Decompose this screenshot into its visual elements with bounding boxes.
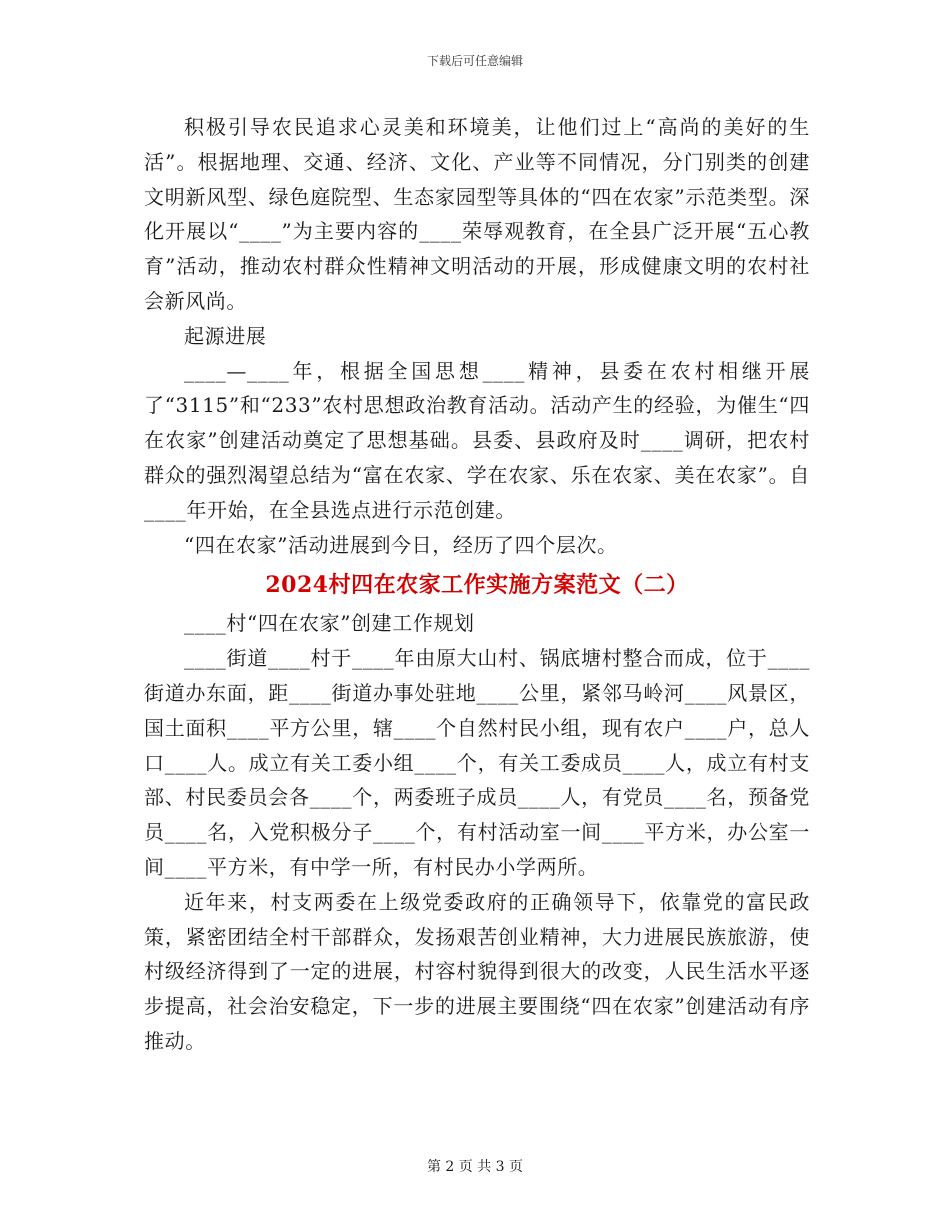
paragraph-origin: ____—____年，根据全国思想____精神，县委在农村相继开展了“3115”和“233”农村思想政治教育活动。活动产生的经验，为催生“四在农家”创建活动奠定了思想基础。县委、县政府及时____调研，把农村群众的强烈渴望总结为“富在农家、学在农家、乐在农家、美在农家”。自____年开始，在全县选点进行示范创建。 [144, 358, 810, 522]
page-footer: 第 2 页 共 3 页 [426, 1159, 524, 1175]
paragraph-recent-years: 近年来，村支两委在上级党委政府的正确领导下，依靠党的富民政策，紧密团结全村干部群众，发扬艰苦创业精神，大力进展民族旅游，使村级经济得到了一定的进展，村容村貌得到很大的改变，人民生活水平逐步提高，社会治安稳定，下一步的进展主要围绕“四在农家”创建活动有序推动。 [144, 889, 810, 1053]
paragraph-village-overview: ____街道____村于____年由原大山村、锅底塘村整合而成，位于____街道办东面，距____街道办事处驻地____公里，紧邻马岭河____风景区，国土面积____平方公里，辖____个自然村民小组，现有农户____户，总人口____人。成立有关工委小组____个，有关工委成员____人，成立有村支部、村民委员会各____个，两委班子成员____人，有党员____名，预备党员____名，入党积极分子____个，有村活动室一间____平方米，办公室一间____平方米，有中学一所，有村民办小学两所。 [144, 646, 810, 879]
section-title: 2024村四在农家工作实施方案范文（二） [265, 572, 689, 599]
subheading-origin: 起源进展 [184, 323, 267, 348]
paragraph-levels: “四在农家”活动进展到今日，经历了四个层次。 [184, 532, 618, 557]
plan-subtitle: ____村“四在农家”创建工作规划 [184, 611, 475, 636]
document-body [144, 110, 810, 1059]
paragraph-environment: 积极引导农民追求心灵美和环境美，让他们过上“高尚的美好的生活”。根据地理、交通、经济、文化、产业等不同情况，分门别类的创建文明新风型、绿色庭院型、生态家园型等具体的“四在农家”示范类型。深化开展以“____”为主要内容的____荣辱观教育，在全县广泛开展“五心教育”活动，推动农村群众性精神文明活动的开展，形成健康文明的农村社会新风尚。 [144, 115, 810, 313]
page-header: 下载后可任意编辑 [426, 54, 523, 68]
